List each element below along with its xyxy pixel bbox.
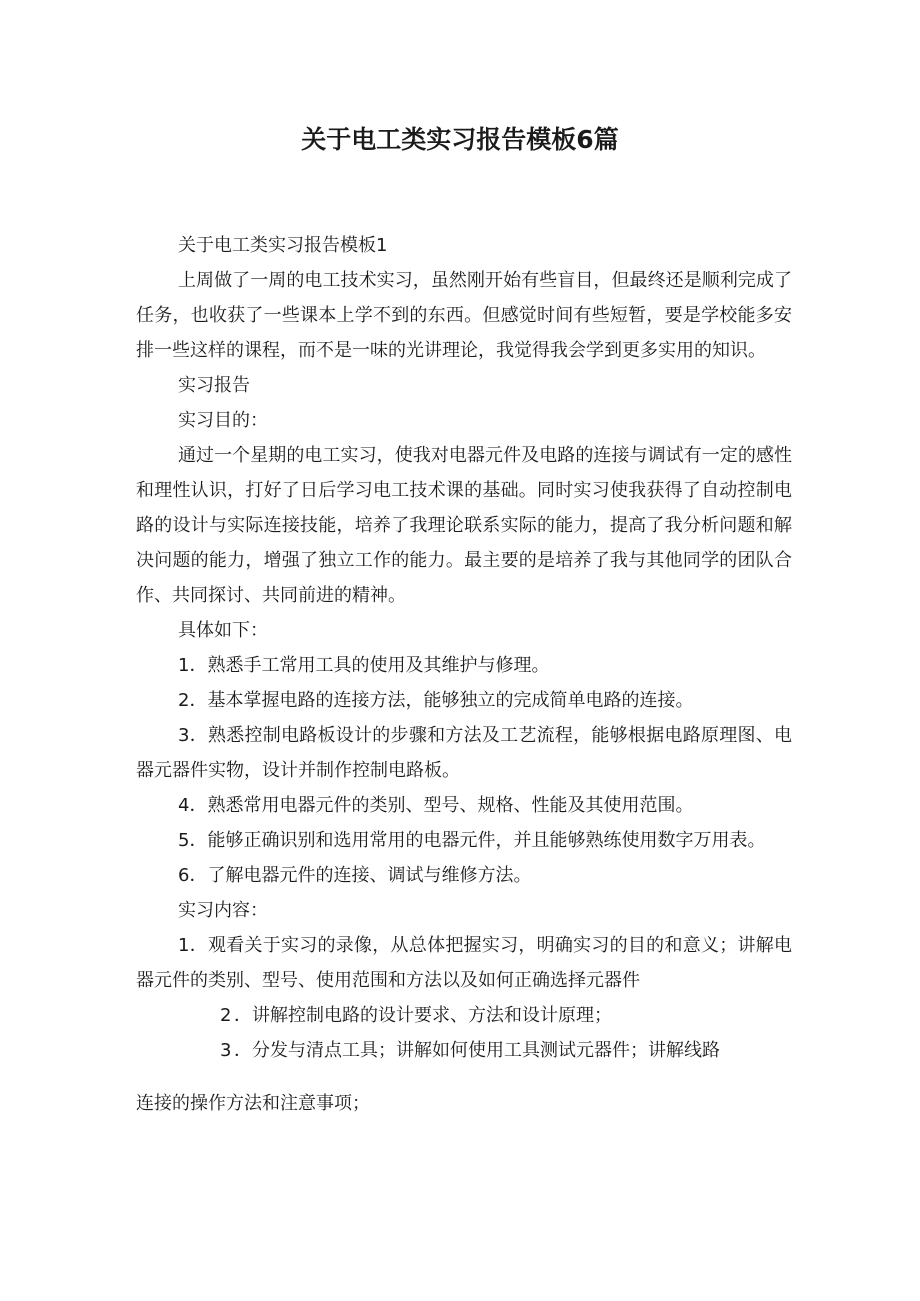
list-item: 3．熟悉控制电路板设计的步骤和方法及工艺流程，能够根据电路原理图、电器元器件实物，设计并制作控制电路板。 bbox=[136, 725, 792, 781]
list-item: 2．基本掌握电路的连接方法，能够独立的完成简单电路的连接。 bbox=[178, 690, 694, 711]
report-heading: 实习报告 bbox=[178, 375, 250, 396]
content-heading: 实习内容： bbox=[178, 900, 268, 921]
document-title: 关于电工类实习报告模板6篇 bbox=[301, 125, 619, 154]
list-item-text: ．讲解控制电路的设计要求、方法和设计原理； bbox=[234, 1005, 612, 1026]
list-item: 1．熟悉手工常用工具的使用及其维护与修理。 bbox=[178, 655, 550, 676]
list-item: 1．观看关于实习的录像，从总体把握实习，明确实习的目的和意义；讲解电器元件的类别、型号、使用范围和方法以及如何正确选择元器件 bbox=[136, 935, 792, 991]
list-item-text: ．分发与清点工具；讲解如何使用工具测试元器件；讲解线路 bbox=[234, 1040, 720, 1061]
purpose-paragraph: 通过一个星期的电工实习，使我对电器元件及电路的连接与调试有一定的感性和理性认识，打好了日后学习电工技术课的基础。同时实习使我获得了自动控制电路的设计与实际连接技能，培养了我理论联系实际的能力，提高了我分析问题和解决问题的能力，增强了独立工作的能力。最主要的是培养了我与其他同学的团队合作、共同探讨、共同前进的精神。 bbox=[136, 445, 792, 606]
paragraph-gap bbox=[136, 1068, 792, 1086]
continued-paragraph: 连接的操作方法和注意事项； bbox=[136, 1093, 370, 1114]
list-item bbox=[136, 998, 792, 1033]
intro-paragraph: 上周做了一周的电工技术实习，虽然刚开始有些盲目，但最终还是顺利完成了任务，也收获了一些课本上学不到的东西。但感觉时间有些短暂，要是学校能多安排一些这样的课程，而不是一味的光讲理论，我觉得我会学到更多实用的知识。 bbox=[136, 270, 792, 361]
document-body bbox=[136, 228, 792, 1121]
list-item-number: 3 bbox=[220, 1040, 232, 1061]
list-item: 6．了解电器元件的连接、调试与维修方法。 bbox=[178, 865, 532, 886]
list-item-number: 2 bbox=[220, 1005, 232, 1026]
section-heading: 关于电工类实习报告模板1 bbox=[178, 235, 388, 256]
purpose-heading: 实习目的： bbox=[178, 410, 268, 431]
details-heading: 具体如下： bbox=[178, 620, 268, 641]
list-item: 4．熟悉常用电器元件的类别、型号、规格、性能及其使用范围。 bbox=[178, 795, 694, 816]
list-item bbox=[136, 1033, 792, 1068]
list-item: 5．能够正确识别和选用常用的电器元件，并且能够熟练使用数字万用表。 bbox=[178, 830, 766, 851]
